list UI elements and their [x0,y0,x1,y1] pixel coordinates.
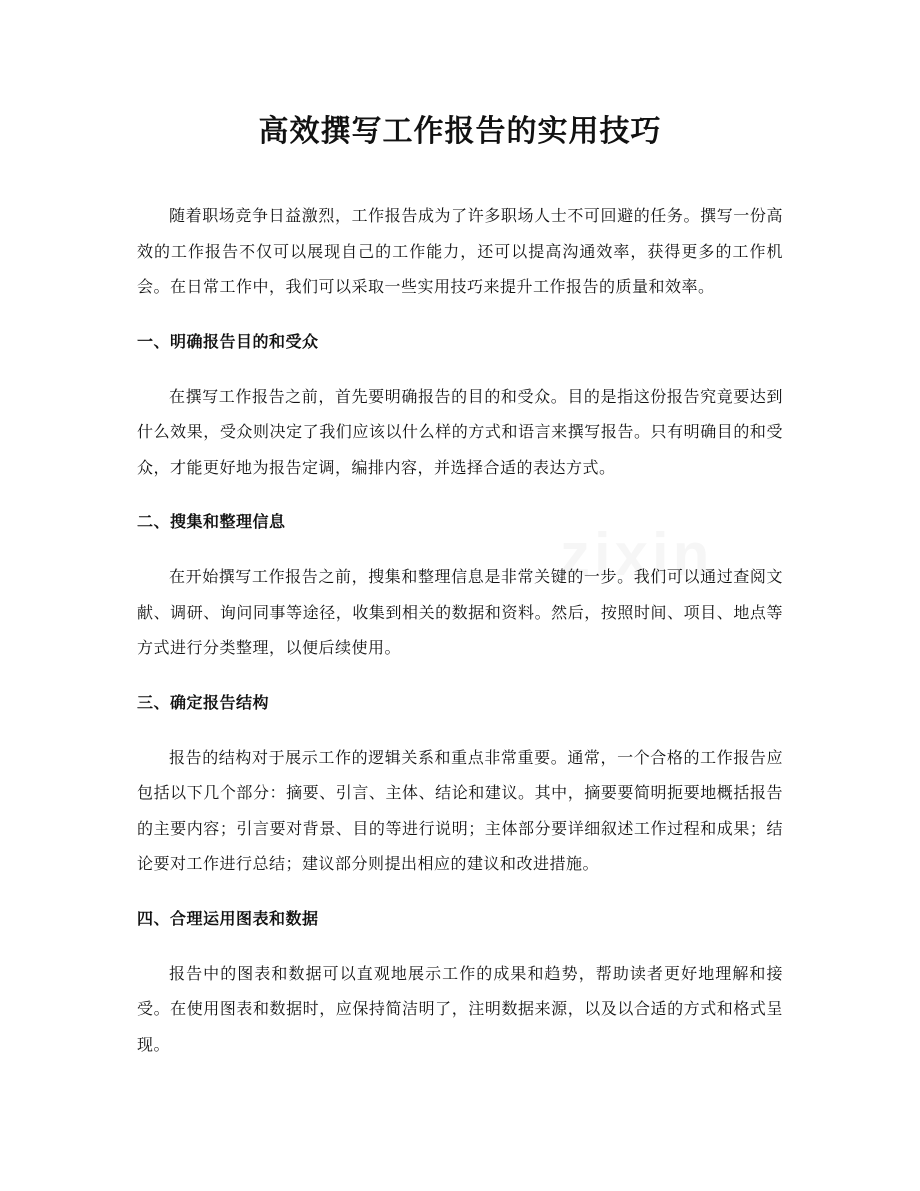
section-body-3: 报告的结构对于展示工作的逻辑关系和重点非常重要。通常，一个合格的工作报告应包括以下几个部分：摘要、引言、主体、结论和建议。其中，摘要要简明扼要地概括报告的主要内容；引言要对背景、目的等进行说明；主体部分要详细叙述工作过程和成果；结论要对工作进行总结；建议部分则提出相应的建议和改进措施。 [137,747,783,873]
section-heading-3: 三、确定报告结构 [137,692,270,712]
document-title: 高效撰写工作报告的实用技巧 [258,114,662,149]
section-body-1: 在撰写工作报告之前，首先要明确报告的目的和受众。目的是指这份报告究竟要达到什么效果，受众则决定了我们应该以什么样的方式和语言来撰写报告。只有明确目的和受众，才能更好地为报告定调，编排内容，并选择合适的表达方式。 [137,386,783,477]
section-body-4: 报告中的图表和数据可以直观地展示工作的成果和趋势，帮助读者更好地理解和接受。在使用图表和数据时，应保持简洁明了，注明数据来源，以及以合适的方式和格式呈现。 [137,963,783,1054]
intro-paragraph: 随着职场竞争日益激烈，工作报告成为了许多职场人士不可回避的任务。撰写一份高效的工作报告不仅可以展现自己的工作能力，还可以提高沟通效率，获得更多的工作机会。在日常工作中，我们可以采取一些实用技巧来提升工作报告的质量和效率。 [137,206,783,296]
section-heading-2: 二、搜集和整理信息 [137,512,286,531]
section-heading-4: 四、合理运用图表和数据 [137,908,319,928]
section-body-2: 在开始撰写工作报告之前，搜集和整理信息是非常关键的一步。我们可以通过查阅文献、调研、询问同事等途径，收集到相关的数据和资料。然后，按照时间、项目、地点等方式进行分类整理，以便后续使用。 [137,567,783,657]
section-heading-1: 一、明确报告目的和受众 [137,331,319,351]
